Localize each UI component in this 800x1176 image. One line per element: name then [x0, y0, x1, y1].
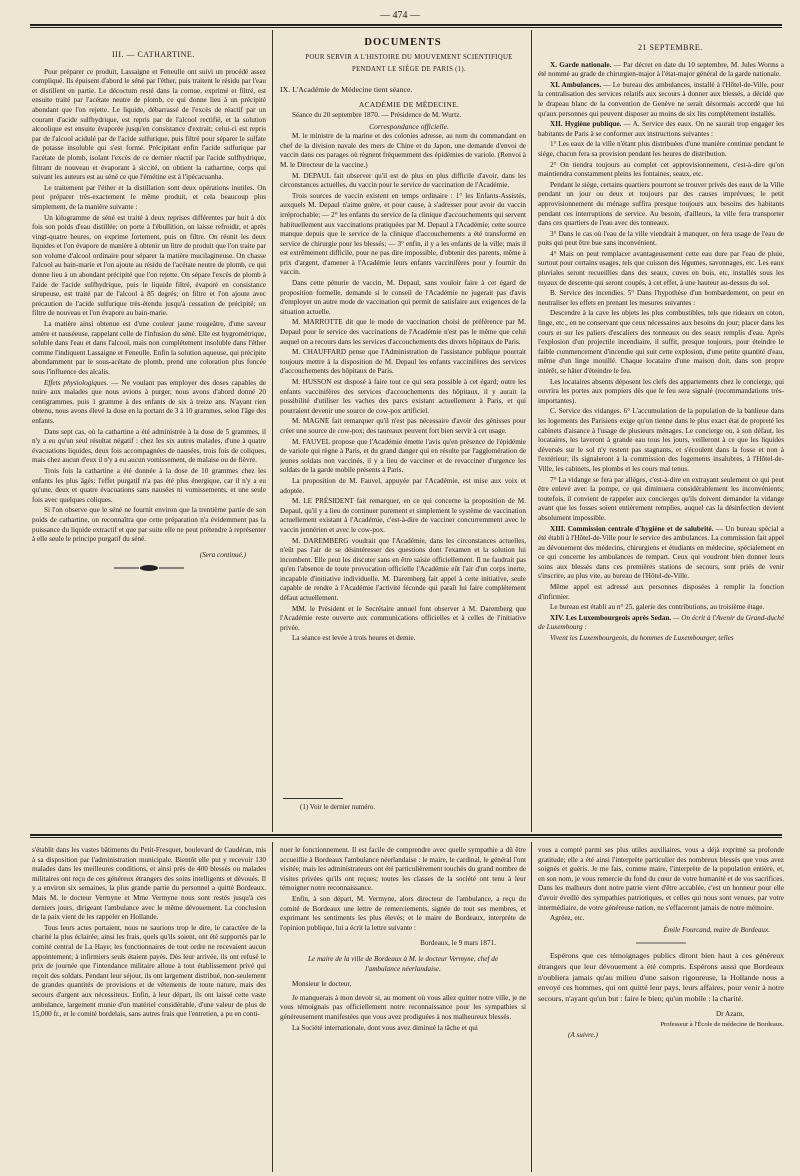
paragraph: Le traitement par l'éther et la distillation sont deux opérations inutiles. On peut préparer très-exactement le même produit, et cela beaucoup plus simplement, de la manière suivante :	[32, 183, 266, 211]
top-rule-thin	[30, 27, 782, 28]
signature-name: Dr Azam,	[716, 1010, 744, 1019]
item-head: XIV. Les Luxembourgeois après Sedan.	[550, 613, 672, 622]
running-head: III. — CATHARTINE.	[112, 50, 195, 59]
item-xii	[538, 120, 784, 139]
paragraph: 7° La vidange se fera par alléges, c'est-à-dire en extrayant seulement ce qui peut être enlevé avec la pompe, ce qui diminuera considérablement les inconvénients; toutefois, il convient de rappeler aux concierges qu'ils doivent demander la vidange avant que les fosses soient entièrement remplies, auquel cas la désinfection devient absolument impossible.	[538, 475, 784, 522]
paragraph: Même appel est adressé aux personnes disposées à remplir la fonction d'infirmier.	[538, 583, 784, 601]
bottom-column-1	[32, 846, 266, 1172]
letter-date: Bordeaux, le 9 mars 1871.	[420, 939, 496, 948]
paragraph: La Société internationale, dont vous avez diminué la tâche et qui	[292, 1023, 478, 1032]
paragraph: Pour préparer ce produit, Lassaigne et Feneulle ont suivi un procédé assez compliqué. Ils épuisent d'abord le séné par l'éther, puis traitent le résidu par l'eau et distillent en partie. Le décoctum resté dans la cornue, exprimé et filtré, est ensuite traité par l'acétate neutre de plomb, ce qui donne lieu à un précipité abondant que l'on rejette. Le liquide, débarrassé de l'excès de réactif par un courant d'acide sulfhydrique, est repris par de l'alcool rectifié, et la solution alcoolique est ensuite évaporée jusqu'en consistance d'extrait; celui-ci est repris par de l'alcool acidulé par de l'acide sulfurique, puis filtré pour séparer le sulfate de potasse insoluble qui s'est formé. Précipitant enfin l'acide sulfurique par l'acétate de plomb, isolant l'excès de ce dernier réactif par l'acide sulfhydrique, filtrant de nouveau et évaporant à siccité, on obtient la cathartine, corps qui suivant les auteurs est au séné ce que l'émétine est à l'ipécacuanha.	[32, 67, 266, 182]
item-head: XII. Hygiène publique.	[550, 120, 622, 129]
paragraph: 4° Mais on peut remplacer avantageusement cette eau dure par l'eau de pluie, surtout pour certains usages, tels que cuisson des légumes, savonnages, etc. Les eaux pluviales seront recueillies dans des seaux, cuves en bois, etc, installés sous les tuyaux de descente qui seront coupés, à cet effet, à une hauteur au-dessus du sol.	[538, 249, 784, 287]
column-2	[280, 38, 526, 830]
paragraph: M. HUSSON est disposé à faire tout ce qui sera possible à cet égard; outre les enfants vaccinifères des services d'accouchements des hôpitaux, il y aurait la possibilité d'utiliser les vaches des parcs existant actuellement à Paris, et qui pourraient devenir une source de cow-pox artificiel.	[280, 378, 526, 415]
item-text: — Un bureau spécial a été établi à l'Hôtel-de-Ville pour le service des ambulances. La commission fait appel au dévouement des médecins, chirurgiens et étudiants en médecine, spécialement en ce qui concerne les ambulances de rempart. Ceux qui voudront bien donner leurs soins aux blessés dans ces premières stations de secours, sont priés de venir s'inscrire, au plus vite, au bureau de l'Hôtel-de-Ville.	[538, 524, 784, 581]
paragraph: M. DEPAUL fait observer qu'il est de plus en plus difficile d'avoir, dans les circonstances actuelles, du vaccin pour le service de vaccination de l'Académie.	[280, 171, 526, 190]
letter-salutation: Monsieur le docteur,	[292, 980, 352, 989]
paragraph: M. MARROTTE dit que le mode de vaccination choisi de préférence par M. Depaul pour le service des vaccinations de l'Académie n'est pas le même que celui auquel on a recours dans les services d'accouchements des divers hôpitaux de Paris.	[280, 318, 526, 346]
signature-mayor: Émile Fourcand, maire de Bordeaux.	[663, 925, 770, 934]
paragraph: Un kilogramme de séné est traité à deux reprises différentes par huit à dix fois son poids d'eau distillée; on porte à l'ébullition, on laisse refroidir, et après vingt-quatre heures, on exprime fortement, puis on filtre. On réunit les deux liquides et l'on évapore de manière à obtenir un litre de produit que l'on traite par son volume d'alcool ordinaire pour séparer la matière mucilagineuse. On chasse l'alcool au bain-marie et l'on ajoute au résidu de l'acétate neutre de plomb, ce qui donne lieu à un abondant précipité que l'on rejette. On sépare l'excès de plomb à l'aide de l'acide sulfhydrique, puis le liquide filtré, évaporé en consistance sirupeuse, est traité par de l'alcool à 85 degrés; on filtre et l'on ajoute avec précaution de l'acide sulfurique très-étendu jusqu'à cessation de précipité; on filtre de nouveau et l'on évapore au bain-marie.	[32, 213, 266, 318]
paragraph: Dans sept cas, où la cathartine a été administrée à la dose de 5 grammes, il n'y a eu qu'un seul résultat négatif : chez les six autres malades, d'une à quatre évacuations liquides, deux fois accompagnées de nausées, trois fois de coliques, mais chez aucun d'eux il n'y a eu aucun vomissement, de malaise ou de fièvre.	[32, 427, 266, 465]
paragraph: La proposition de M. Fauvel, appuyée par l'Académie, est mise aux voix et adoptée.	[280, 476, 526, 495]
item-text: — A. Service des eaux. On ne saurait trop engager les habitants de Paris à se conformer aux instructions suivantes :	[538, 120, 784, 138]
section-subtitle: PENDANT LE SIÉGE DE PARIS (1).	[352, 66, 466, 74]
paragraph-effets	[32, 379, 266, 427]
column-divider-1	[272, 30, 273, 832]
paragraph: Descendre à la cave les objets les plus combustibles, tels que rideaux en coton, linge, etc., en ne conservant que ceux nécessaires aux besoins du jour; placer dans les cours et sur les paliers d'escaliers des tonneaux ou des seaux remplis d'eau. Après l'explosion d'un projectile incendiaire, il suffit, presque toujours, pour éteindre le faible commencement d'incendie qui suit cette explosion, d'une petite quantité d'eau, même d'un linge mouillé. Chaque locataire d'une maison doit, dans son propre intérêt, se hâter d'éteindre le feu.	[538, 309, 784, 375]
correspondence-heading: Correspondance officielle.	[369, 121, 449, 131]
paragraph: La séance est levée à trois heures et demie.	[292, 634, 416, 643]
item-head: X. Garde nationale.	[550, 60, 612, 69]
continued-note: (Sera continué.)	[199, 550, 246, 559]
paragraph: MM. le Président et le Secrétaire annuel font observer à M. Daremberg que l'Académie reste ouverte aux communications officielles et à celles de l'initiative privée.	[280, 604, 526, 632]
effets-label: Effets physiologiques.	[44, 378, 109, 387]
footnote: (1) Voir le dernier numéro.	[300, 803, 375, 811]
item-text: — On écrit à l'Avenir du Grand-duché de Luxembourg :	[538, 613, 784, 632]
column-1	[32, 40, 266, 830]
section-title: DOCUMENTS	[364, 38, 442, 48]
date-heading: 21 SEPTEMBRE.	[638, 43, 703, 52]
item-head: XIII. Commission centrale d'hygiène et de salubrité.	[550, 524, 714, 533]
page-number: — 474 —	[380, 10, 420, 21]
paragraph: Les locataires absents déposent les clefs des appartements chez le concierge, qui ouvrira les portes aux pompiers dès que le feu sera signalé (recommandations très-importantes).	[538, 377, 784, 405]
paragraph: M. le ministre de la marine et des colonies adresse, au nom du commandant en chef de la division navale des mers de Chine et du Japon, une demande d'envoi de vaccin dans ces parages où règnent fréquemment des épidémies de variole. (Renvoi à M. le Directeur de la vaccine.)	[280, 132, 526, 169]
column-divider-3	[272, 842, 273, 1172]
paragraph: M. CHAUFFARD pense que l'Administration de l'assistance publique pourrait toujours mettre à la disposition de M. Depaul les enfants vaccinifères des services d'accouchements des hôpitaux de Paris.	[280, 348, 526, 376]
signature-title: Professeur à l'École de médecine de Bordeaux.	[660, 1020, 784, 1028]
effets-text: — Ne voulant pas employer des doses capables de nuire aux malades que nous avions à purger, nous avons d'abord donné 20 centigrammes, puis 1 gramme à des enfants de six à treize ans. N'ayant rien obtenu, nous avons élevé la dose en la portant de 3 à 10 grammes, selon l'âge des enfants.	[32, 378, 266, 425]
paragraph: Vivent les Luxembourgeois, du hommes de Luxembourger, telles	[550, 634, 734, 643]
top-rule	[30, 24, 782, 26]
paragraph: Trois sources de vaccin existent en temps ordinaire : 1° les Enfants-Assistés, auxquels M. Depaul n'aime guère, et pour cause, à s'adresser pour avoir du vaccin irréprochable; — 2° les enfants du service de la clinique d'accouchements qui servent habituellement aux vaccinations pratiquées par M. Depaul à l'Académie; cette source manque depuis que le service de la clinique d'accouchements a été transformé en service de chirurgie pour les blessés; — 3° enfin, il y a les enfants de la ville; mais il est extrêmement difficile, pour ne pas dire impossible, d'obtenir des parents, même à prix d'argent, d'amener à l'Académie leurs enfants vaccinifères pour y fournir du vaccin.	[280, 191, 526, 277]
section-rule	[30, 834, 782, 836]
paragraph: Le bureau est établi au n° 25, galerie des contributions, au troisième étage.	[550, 603, 765, 612]
paragraph: Trois fois la cathartine a été donnée à la dose de 10 grammes chez les enfants les plus âgés: l'effet purgatif n'a pas été plus énergique, car il n'y a eu qu'une, deux et quatre évacuations sans nausées ni vomissements, et une seule fois avec quelques coliques.	[32, 466, 266, 504]
paragraph: M. MAGNE fait remarquer qu'il n'est pas nécessaire d'avoir des génisses pour créer une source de cow-pox; des taureaux peuvent fort bien servir à cet usage.	[280, 417, 526, 435]
paragraph: Dans cette pénurie de vaccin, M. Depaul, sans vouloir faire à cet égard de proposition formelle, demande si le conseil de l'Académie ne jugerait pas d'avis d'employer un autre mode de vaccination qui permit de satisfaire aux exigences de la situation actuelle.	[280, 279, 526, 316]
paragraph: M. LE PRÉSIDENT fait remarquer, en ce qui concerne la proposition de M. Depaul, qu'il y a lieu de continuer purement et simplement le système de vaccination actuellement existant à l'Académie, c'est-à-dire de vacciner concurremment avec le vaccin jennérien et avec le cow-pox.	[280, 497, 526, 534]
paragraph: vous a compté parmi ses plus utiles auxiliaires, vous a déjà exprimé sa profonde gratitude; elle a été ainsi l'interprète particulier des nombreux blessés que vous avez soignés et guéris. Je me fais, comme maire, l'interprète de la population entière, et, en son nom, je vous remercie du fond du cœur de votre humanité et de vos sacrifices. Dans les malheurs dont notre patrie vient d'être accablée, c'est un honneur pour elle d'avoir éveillé des sympathies patriotiques, et celles qui nous sont venues, par votre intermédiaire, de votre généreuse nation, ne s'effaceront jamais de notre mémoire.	[538, 846, 784, 912]
paragraph: 2° On tiendra toujours au complet cet approvisionnement, c'est-à-dire qu'on maintiendra constamment pleins les fontaines, seaux, etc.	[538, 160, 784, 179]
to-follow-note: (A suivre.)	[568, 1030, 598, 1039]
item-x	[538, 61, 784, 80]
paragraph: La matière ainsi obtenue est d'une couleur jaune rougeâtre, d'une saveur amère et nauséeuse, rappelant celle de l'infusion du séné. Elle est hygrométrique, soluble dans l'eau et dans l'alcool, mais non complétement insoluble dans l'éther comme l'indiquent Lassaigne et Feneulle. Enfin la solution aqueuse, qui précipite abondamment par le sous-acétate de plomb, prend une coloration plus foncée sous l'influence des alcalis.	[32, 320, 266, 376]
item-xiv	[538, 614, 784, 633]
section-subtitle: POUR SERVIR A L'HISTOIRE DU MOUVEMENT SCIENTIFIQUE	[305, 53, 513, 61]
item-heading: IX. L'Académie de Médecine tient séance.	[280, 84, 413, 94]
item-xiii	[538, 525, 784, 583]
column-divider-4	[531, 842, 532, 1172]
bottom-column-3	[538, 846, 784, 1172]
item-xi	[538, 81, 784, 119]
paragraph: s'établit dans les vastes bâtiments du Petit-Fresquet, boulevard de Caudéran, mis à sa disposition par l'administration municipale. Bientôt elle put y recevoir 130 malades dans les meilleures conditions, et ainsi près de 400 blessés ou malades militaires ont reçu de ces généreux étrangers des soins intelligents et dévoués. Il y a environ six semaines, la plus grande partie du personnel a quitté Bordeaux. Mais M. le docteur Vermyne et Mme Vermyne nous sont restés jusqu'à ces derniers jours, dirigeant l'ambulance avec le même dévouement. La conclusion de la paix vient de les rappeler en Hollande.	[32, 846, 266, 922]
paragraph: Agréez, etc.	[550, 914, 585, 923]
item-text: — Par décret en date du 10 septembre, M. Jules Worms a été nommé au grade de chirurgien-major à l'état-major général de la garde nationale.	[538, 60, 784, 79]
academy-heading: ACADÉMIE DE MÉDECINE.	[358, 100, 460, 110]
paragraph: Enfin, à son départ, M. Vermyne, alors directeur de l'ambulance, a reçu du comité de Bordeaux une lettre de remerciements, signée de tout ses membres, et exprimant les sentiments les plus élevés; et le maire de Bordeaux, interprète de l'opinion publique, lui a écrit la lettre suivante :	[280, 894, 526, 932]
session-line: Séance du 20 septembre 1870. — Présidence de M. Wurtz.	[292, 110, 462, 119]
paragraph: Pendant le siége, certains quartiers pourront se trouver privés des eaux de la Ville pendant un jour ou deux et toujours par des causes imprévues; le petit approvisionnement du ménage suffira presque toujours aux besoins des habitants pendant ces interruptions de service. Au besoin, d'ailleurs, la ville fera transporter dans ces quartiers de l'eau avec des tonneaux.	[538, 180, 784, 228]
section-rule-thin	[30, 837, 782, 838]
paragraph: Je manquerais à mon devoir si, au moment où vous allez quitter notre ville, je ne vous témoignais pas officiellement notre reconnaissance pour les sympathies si généreusement manifestées que vous avez prodiguées à nos malheureux blessés.	[280, 993, 526, 1021]
short-rule	[636, 939, 686, 947]
column-divider-2	[531, 30, 532, 832]
bottom-column-2	[280, 846, 526, 1172]
paragraph: nuer le fonctionnement. Il est facile de comprendre avec quelle sympathie a dû être accueillie à Bordeaux l'ambulance néerlandaise : le maire, le cardinal, le général l'ont visitée; mais les administrateurs ont été particulièrement touchés du grand nombre de visites privées qu'ils ont reçues; toutes les classes de la société ont tenu à leur témoigner notre reconnaissance.	[280, 846, 526, 893]
paragraph: M. DAREMBERG voudrait que l'Académie, dans les circonstances actuelles, n'eût pas l'air de se désintéresser des questions dont l'examen et la solution lui incombent. Elle peut les discuter sans en être saisie officiellement. Il ne faudrait pas qu'en l'absence de toute provocation officielle l'Académie eût l'air d'un corps inerte, incapable d'initiative individuelle. M. Daremberg fait appel à cette initiative, seule capable de rendre à l'Académie l'activité féconde qui paraît lui faire complétement défaut actuellement.	[280, 536, 526, 603]
paragraph: Si l'on observe que le séné ne fournit environ que la trentième partie de son poids de cathartine, on reconnaîtra que cette préparation n'a évidemment pas la puissance du liquide extractif et que par suite elle ne peut prétendre à représenter à elle seule le principe purgatif du séné.	[32, 506, 266, 544]
footnote-rule	[283, 798, 343, 799]
letter-address: Le maire de la ville de Bordeaux à M. le docteur Vermyne, chef de l'ambulance néerlandaise.	[307, 954, 499, 973]
item-text: — Le bureau des ambulances, installé à l'Hôtel-de-Ville, pour la centralisation des services relatifs aux secours à donner aux blessés, a décidé que le drapeau blanc de la convention de Genève ne serait désormais accordé que lui qu'aux personnes qui peuvent disposer au moins de six lits complétement installés.	[538, 80, 784, 118]
column-3	[538, 40, 784, 830]
paragraph: 1° Les eaux de la ville n'étant plus distribuées d'une manière continue pendant le siége, chacun fera sa provision pendant les heures de distribution.	[538, 140, 784, 158]
paragraph: C. Service des vidanges. 6° L'accumulation de la population de la banlieue dans les logements des Parisiens exige qu'on tienne dans le plus exact état de propreté les cabinets d'aisance à l'usage de plusieurs ménages. Le concierge ou, à son défaut, les locataires, les laveront à grande eau tous les jours, veilleront à ce que les liquides déversés sur le sol n'y restent pas stagnants, et s'écoulent dans la fosse et non à l'extérieur; ils signaleront à la commission des logements insalubres, à l'Hôtel-de-Ville, les cabinets, les plombs et les cours mal tenus.	[538, 407, 784, 473]
paragraph: M. FAUVEL propose que l'Académie émette l'avis qu'en présence de l'épidémie de variole qui règne à Paris, et du grand danger qui en résulte par l'agglomération de jeunes soldats non vaccinés, il y a lieu de vacciner et de revacciner d'urgence les soldats de la garde mobile présents à Paris.	[280, 437, 526, 475]
paragraph: B. Service des incendies. 5° Dans l'hypothèse d'un bombardement, on peut en neutraliser les effets en prenant les mesures suivantes :	[538, 289, 784, 307]
paragraph: 3° Dans le cas où l'eau de la ville viendrait à manquer, on fera usage de l'eau de puits qui peut être bue sans inconvénient.	[538, 229, 784, 248]
item-head: XI. Ambulances.	[550, 80, 602, 89]
ornament-rule	[114, 564, 184, 572]
paragraph: Tous leurs actes portaient, nous ne saurions trop le dire, le caractère de la charité la plus éclairée; ainsi les frais, quels qu'ils soient, ont été supportés par le comité central de La Haye; les fonctionnaires de tout ordre ne recevaient aucun appointement; à infirmiers seuls étaient payés. Dès leur arrivée, ils ont refusé le prix de journée que l'intendance militaire alloue à tout établissement privé qui reçoit des soldats. Pendant leur séjour, ils ont largement distribué, non-seulement de grandes quantités de provisions et de vêtements de toute nature, mais des secours d'argent aux nécessiteux. Enfin, à leur départ, ils ont laissé cette vaste ambulance, largement munie d'un matériel considérable, d'une valeur de plus de 15,000 fr., et le comité bordelais, sans autres frais que l'entretien, a pu en conti-	[32, 923, 266, 1019]
paragraph: Espérons que ces témoignages publics diront bien haut à ces généreux étrangers que leur dévouement a été compris. Espérons aussi que Bordeaux n'oubliera jamais qu'au milieu d'une saison rigoureuse, la Hollande nous a envoyé ces hommes, qui ont quitté leur pays, leurs affaires, pour venir à notre secours, n'ayant qu'un but : faire le bien; qu'un mobile : la charité.	[538, 951, 784, 1003]
